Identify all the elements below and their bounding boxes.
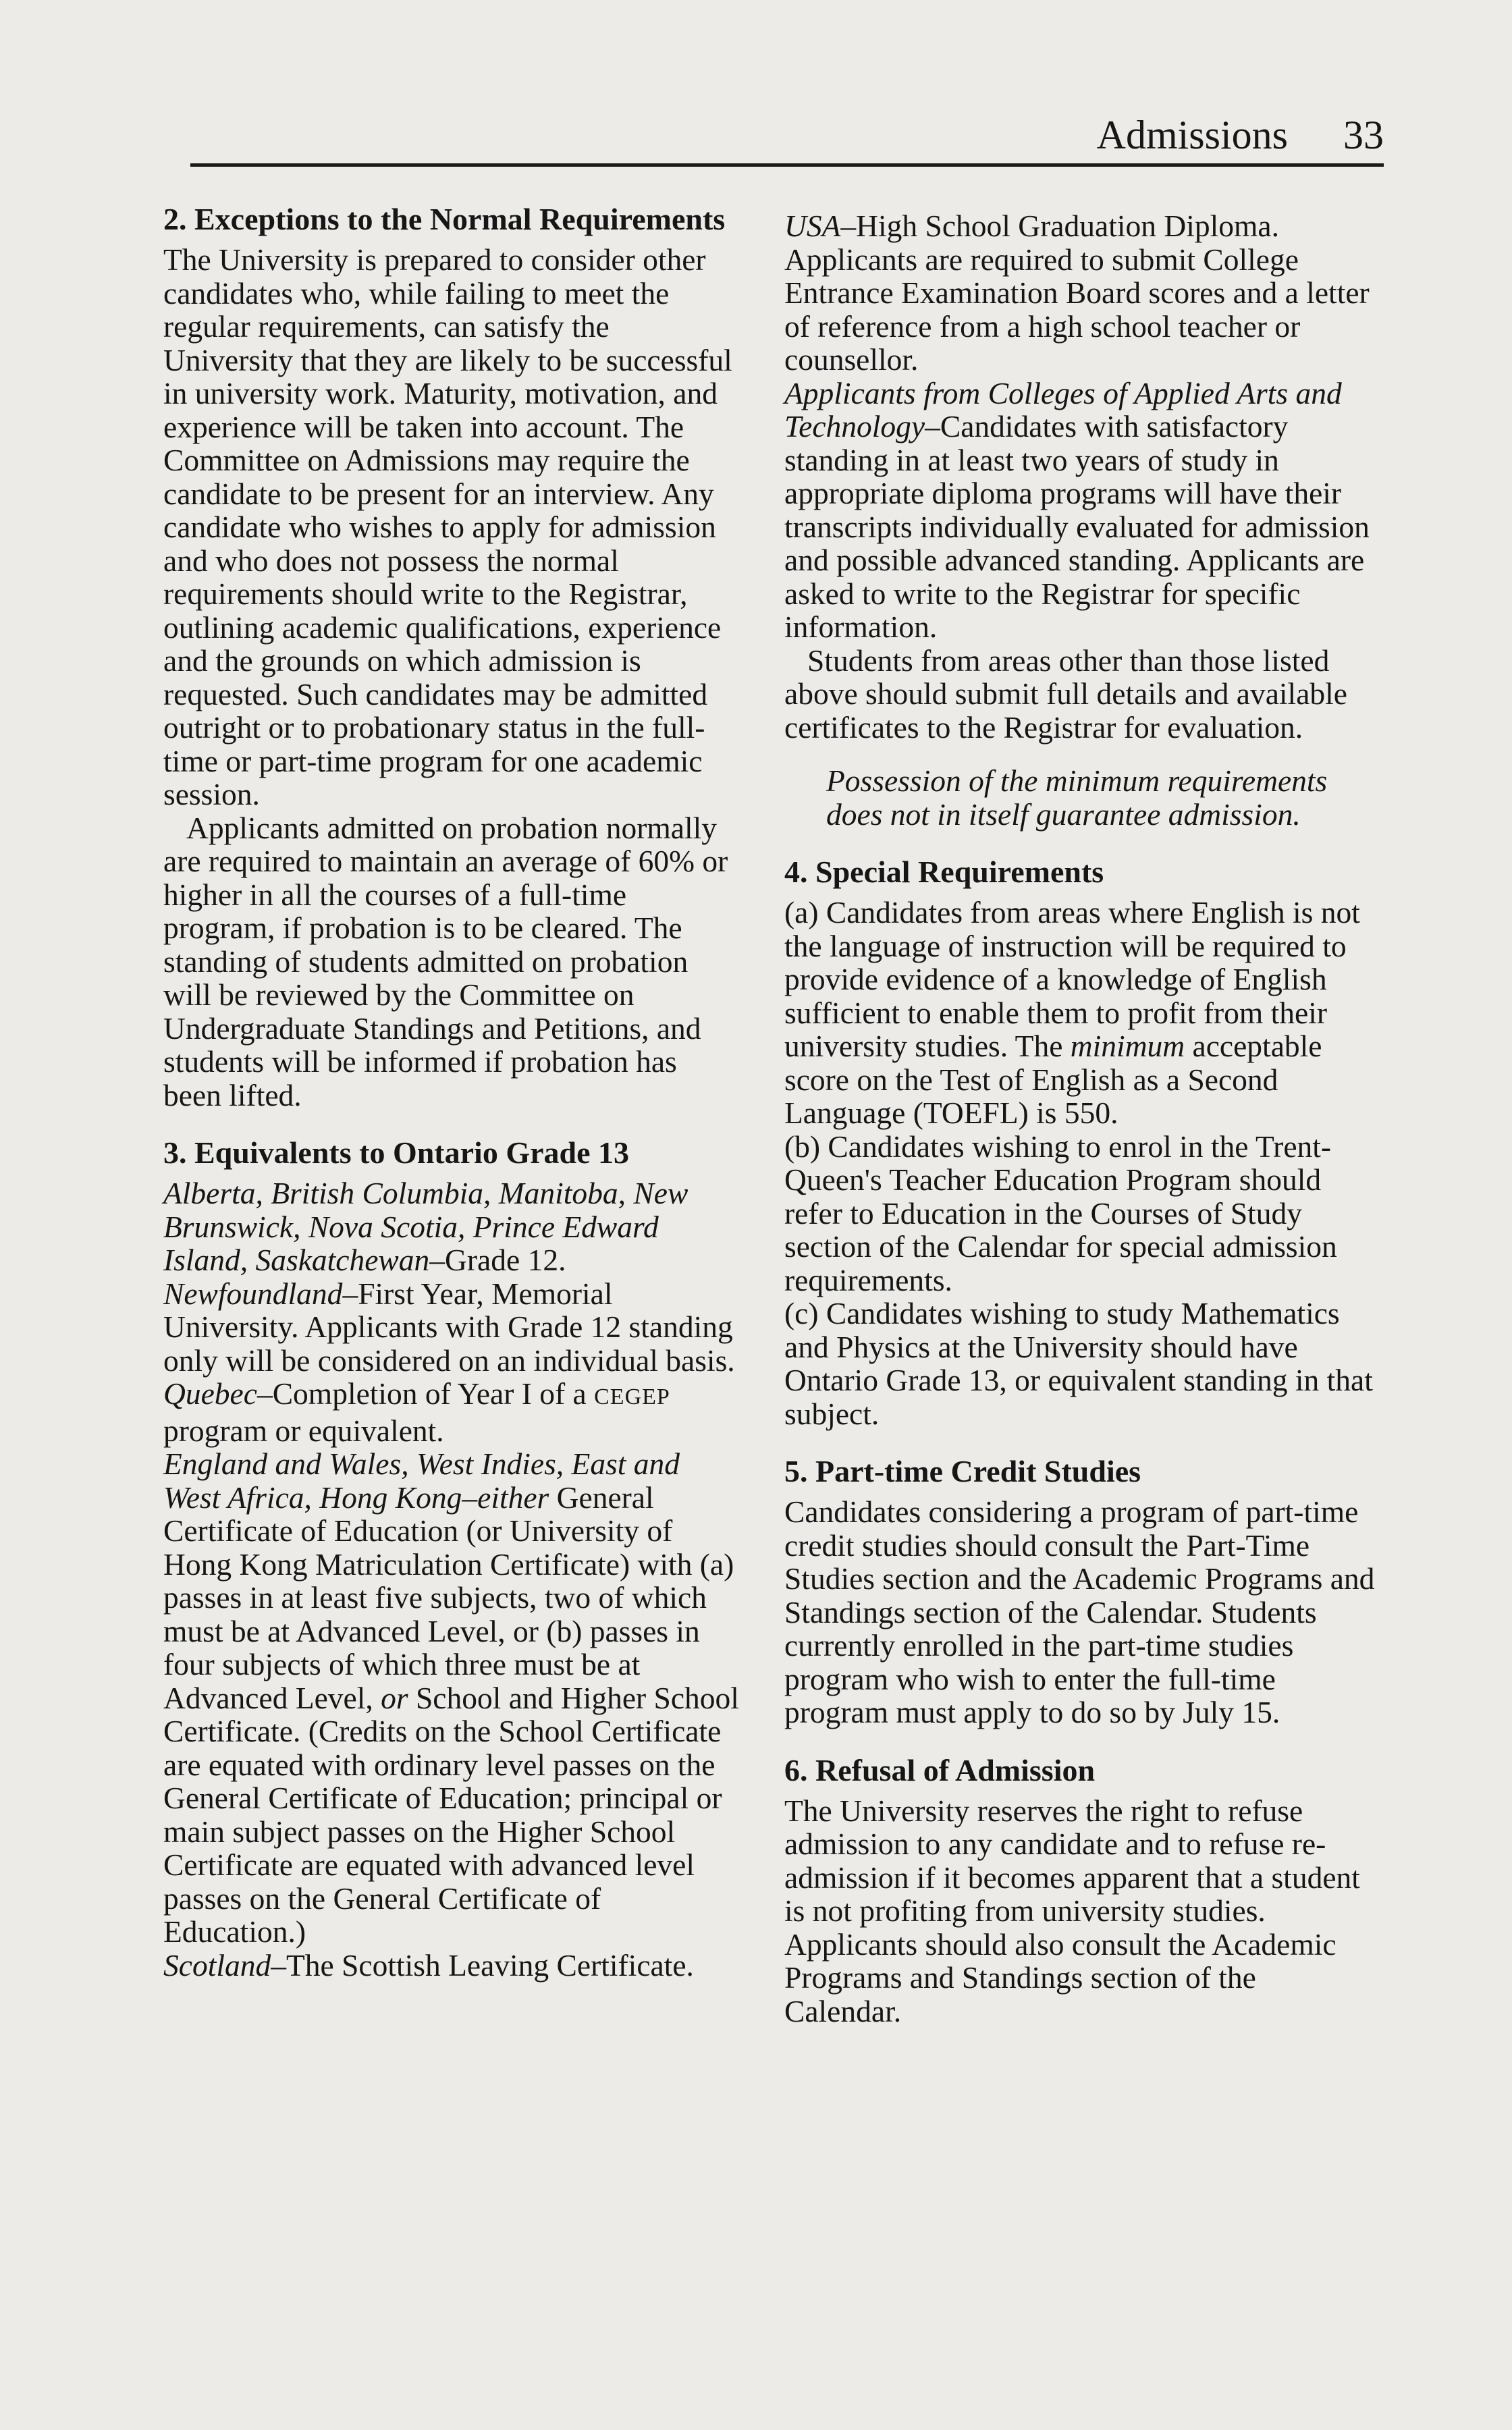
equivalent-uk — [163, 1447, 740, 1949]
equivalent-usa-label: USA — [784, 209, 841, 243]
equivalent-scotland-label: Scotland — [163, 1947, 271, 1982]
minimum-requirements-note: Possession of the minimum requirements does not in itself guarantee admission. — [826, 763, 1328, 832]
equivalent-quebec-label: Quebec — [163, 1376, 257, 1411]
equivalent-caat-label: Applicants from Colleges of Applied Arts and Technology — [784, 375, 1342, 443]
equivalent-usa-text: –High School Graduation Diploma. Applicants are required to submit College Entrance Examination Board scores and a letter of reference from a high school teacher or counsellor. — [784, 209, 1370, 377]
section-2-paragraph-1: The University is prepared to consider other candidates who, while failing to meet the regular requirements, can satisfy the University that they are likely to be successful in university work. Maturity, motivation, and experience will be taken into account. The Committee on Admissions may require the candidate to be present for an interview. Any candidate who wishes to apply for admission and who does not possess the normal requirements should write to the Registrar, outlining academic qualifications, experience and the grounds on which admission is requested. Such candidates may be admitted outright or to probationary status in the full-time or part-time program for one academic session. — [163, 242, 732, 811]
section-2-heading: 2. Exceptions to the Normal Requirements — [163, 202, 726, 236]
running-head-section: Admissions — [1096, 113, 1288, 157]
equivalent-newfoundland-label: Newfoundland — [163, 1276, 343, 1311]
equivalent-other-areas: Students from areas other than those listed above should submit full details and available certificates to the Registrar for evaluation. — [784, 643, 1347, 745]
equivalent-scotland — [163, 1949, 740, 1982]
section-4-heading: 4. Special Requirements — [784, 855, 1104, 889]
special-requirement-b: (b) Candidates wishing to enrol in the Trent-Queen's Teacher Education Program should refer to Education in the Courses of Study section of the Calendar for special admission requirements. — [784, 1129, 1337, 1297]
running-head — [1097, 108, 1384, 162]
equivalent-uk-or: or — [381, 1680, 408, 1715]
special-requirement-a — [784, 896, 1378, 1130]
equivalent-canada-label: Alberta, British Columbia, Manitoba, New Brunswick, Nova Scotia, Prince Edward Island, Saskatchewan — [163, 1176, 688, 1277]
equivalent-newfoundland — [163, 1277, 740, 1378]
equivalent-canada-text: –Grade 12. — [429, 1243, 566, 1277]
equivalent-uk-text-1: General Certificate of Education (or University of Hong Kong Matriculation Certificate) with (a) passes in at least five subjects, two of which must be at Advanced Level, or (b) passes in four subjects of which three must be at Advanced Level, — [163, 1480, 734, 1715]
equivalent-uk-text-2: School and Higher School Certificate. (Credits on the School Certificate are equated with ordinary level passes on the General Certificate of Education; principal or main subject passes on the Higher School Certificate are equated with advanced level passes on the General Certificate of Education.) — [163, 1680, 739, 1949]
equivalent-quebec — [163, 1377, 740, 1447]
special-requirement-c: (c) Candidates wishing to study Mathematics and Physics at the University should have Ontario Grade 13, or equivalent standing in that subject. — [784, 1296, 1373, 1431]
section-6-text: The University reserves the right to refuse admission to any candidate and to refuse re-admission if it becomes apparent that a student is not profiting from university studies. Applicants should also consult the Academic Programs and Standings section of the Calendar. — [784, 1793, 1360, 2028]
equivalent-quebec-text: –Completion of Year I of a — [256, 1376, 587, 1411]
special-requirement-a-text-2: acceptable score on the Test of English as a Second Language (TOEFL) is 550. — [784, 1029, 1322, 1130]
special-requirement-a-emphasis: minimum — [1070, 1029, 1185, 1063]
right-column — [784, 209, 1378, 2028]
page-header — [190, 101, 1384, 169]
header-rule — [190, 163, 1384, 167]
equivalent-scotland-text: –The Scottish Leaving Certificate. — [271, 1947, 694, 1982]
left-column — [163, 202, 740, 1982]
equivalent-canada — [163, 1177, 740, 1277]
equivalent-quebec-abbr: CEGEP — [594, 1384, 670, 1409]
section-5-heading: 5. Part-time Credit Studies — [784, 1454, 1141, 1488]
equivalent-caat-text: –Candidates with satisfactory standing in at least two years of study in appropriate diploma programs will have their transcripts individually evaluated for admission and possible advanced standing. Applicants are asked to write to the Registrar for specific information. — [784, 409, 1370, 644]
section-3-heading: 3. Equivalents to Ontario Grade 13 — [163, 1135, 630, 1170]
section-2-paragraph-2: Applicants admitted on probation normally are required to maintain an average of 60% or higher in all the courses of a full-time program, if probation is to be cleared. The standing of students admitted on probation will be reviewed by the Committee on Undergraduate Standings and Petitions, and students will be informed if probation has been lifted. — [163, 810, 728, 1112]
page-number: 33 — [1343, 113, 1384, 157]
equivalent-usa — [784, 209, 1378, 377]
section-6-heading: 6. Refusal of Admission — [784, 1752, 1096, 1787]
equivalent-uk-label: England and Wales, West Indies, East and West Africa, Hong Kong–either — [163, 1447, 680, 1515]
section-5-text: Candidates considering a program of part-time credit studies should consult the Part-Time Studies section and the Academic Programs and Standings section of the Calendar. Students currently enrolled in the part-time studies program who wish to enter the full-time program must apply to do so by July 15. — [784, 1494, 1375, 1729]
equivalent-caat — [784, 377, 1378, 644]
special-requirement-a-text-1: (a) Candidates from areas where English is not the language of instruction will be required to provide evidence of a knowledge of English sufficient to enable them to profit from their university studies. The — [784, 895, 1360, 1063]
equivalent-newfoundland-text: –First Year, Memorial University. Applicants with Grade 12 standing only will be considered on an individual basis. — [163, 1276, 735, 1378]
equivalent-quebec-text-2: program or equivalent. — [163, 1413, 444, 1448]
